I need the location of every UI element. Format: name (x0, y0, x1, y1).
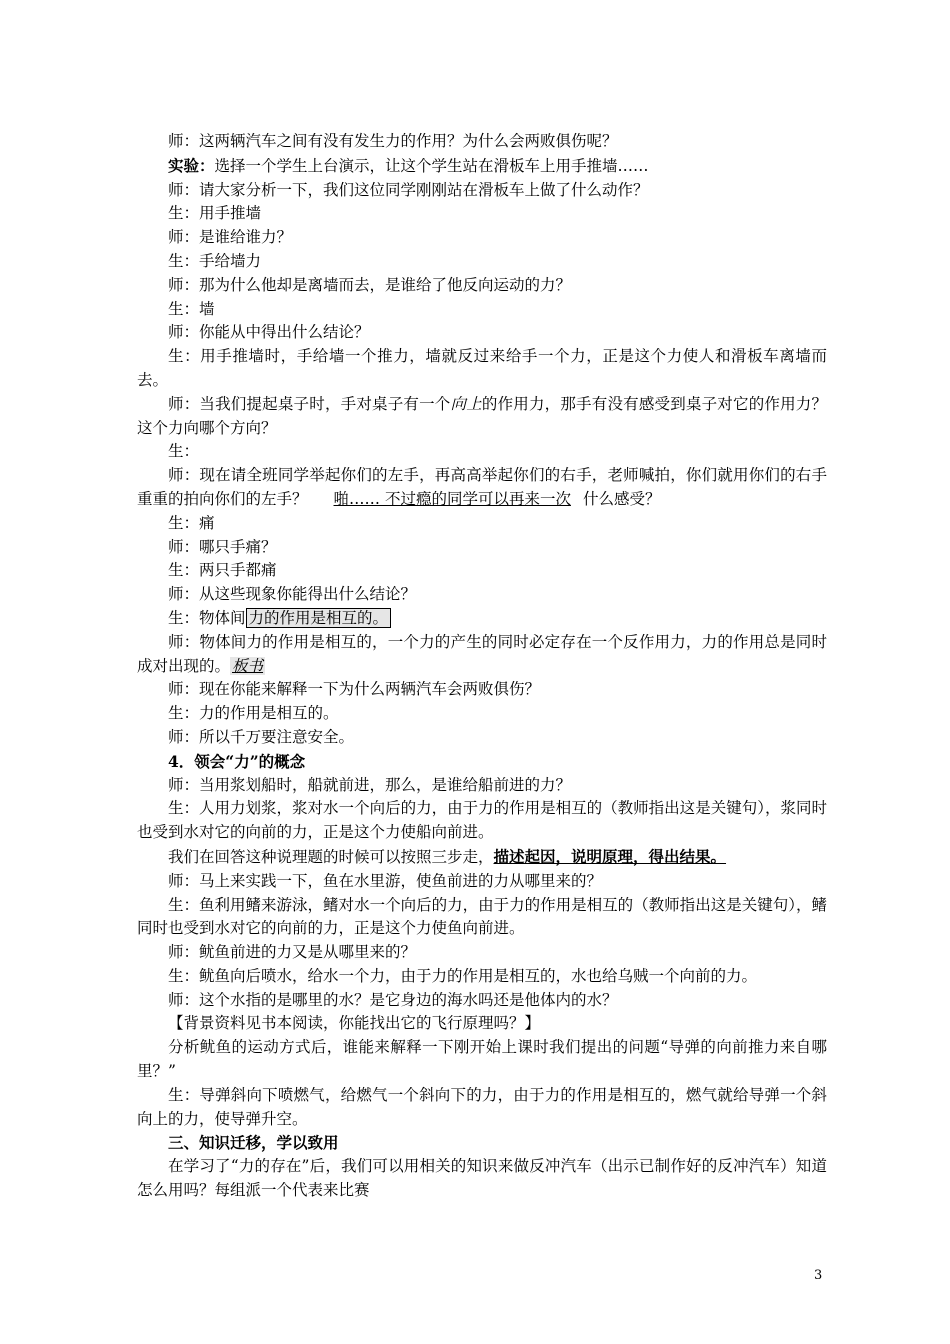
text-run: 生：物体间 (168, 608, 246, 627)
paragraph: 师：当用浆划船时，船就前进，那么，是谁给船前进的力？ (168, 775, 572, 794)
paragraph: 师：你能从中得出什么结论？ (168, 323, 370, 342)
paragraph: 生：两只手都痛 (168, 561, 277, 580)
paragraph: 师：所以千万要注意安全。 (168, 727, 355, 746)
paragraph: 师：马上来实践一下，鱼在水里游，使鱼前进的力从哪里来的？ (168, 871, 603, 890)
paragraph: 生：力的作用是相互的。 (168, 704, 339, 723)
boxed-conclusion: 力的作用是相互的。 (246, 608, 392, 628)
paragraph (137, 607, 827, 631)
underlined-text: 啪…… 不过瘾的同学可以再来一次 (333, 489, 571, 508)
key-steps: 描述起因，说明原理，得出结果。 (493, 846, 727, 866)
paragraph: 师：是谁给谁力？ (168, 228, 293, 247)
paragraph: 生：痛 (168, 513, 215, 532)
paragraph (137, 154, 827, 179)
paragraph: 生：手给墙力 (168, 251, 262, 270)
paragraph: 生：鱿鱼向后喷水，给水一个力，由于力的作用是相互的，水也给乌贼一个向前的力。 (168, 966, 758, 985)
paragraph: 师：哪只手痛？ (168, 537, 277, 556)
paragraph: 生：鱼利用鳍来游泳，鳍对水一个向后的力，由于力的作用是相互的（教师指出这是关键句），鳍同时也受到水对它的向前的力，正是这个力使鱼向前进。 (137, 895, 827, 938)
text-run: 的作用力，那手有没有感受到桌子对它的作用力？这个力向哪个方向？ (137, 394, 827, 437)
text-run: 我们在回答这种说理题的时候可以按照三步走， (168, 847, 494, 866)
paragraph: 分析鱿鱼的运动方式后，谁能来解释一下刚开始上课时我们提出的问题“导弹的向前推力来自哪里？” (137, 1038, 827, 1081)
paragraph: 在学习了“力的存在”后，我们可以用相关的知识来做反冲汽车（出示已制作好的反冲汽车）知道怎么用吗？每组派一个代表来比赛 (137, 1157, 827, 1200)
section-heading: 三、知识迁移，学以致用 (168, 1133, 339, 1153)
document-body (137, 130, 827, 1203)
paragraph: 生：墙 (168, 299, 215, 318)
experiment-text: 选择一个学生上台演示，让这个学生站在滑板车上用手推墙…… (214, 156, 649, 175)
page-number: 3 (814, 1268, 823, 1283)
paragraph: 师：鱿鱼前进的力又是从哪里来的？ (168, 943, 417, 962)
paragraph: 生：用手推墙时，手给墙一个推力，墙就反过来给手一个力，正是这个力使人和滑板车离墙而去。 (137, 347, 827, 389)
paragraph (137, 631, 827, 679)
paragraph: 师：这个水指的是哪里的水？是它身边的海水吗还是他体内的水？ (168, 990, 618, 1009)
paragraph: 生：人用力划浆，浆对水一个向后的力，由于力的作用是相互的（教师指出这是关键句），浆同时也受到水对它的向前的力，正是这个力使船向前进。 (137, 799, 827, 842)
paragraph: 【背景资料见书本阅读，你能找出它的飞行原理吗？】 (168, 1014, 541, 1033)
text-run: 什么感受？ (582, 489, 661, 508)
paragraph: 师：从这些现象你能得出什么结论？ (168, 585, 417, 604)
text-run: 师：当我们提起桌子时，手对桌子有一个 (168, 394, 451, 413)
paragraph (137, 464, 827, 512)
paragraph: 生：用手推墙 (168, 204, 262, 223)
paragraph: 师：那为什么他却是离墙而去，是谁给了他反向运动的力？ (168, 275, 572, 294)
section-heading: 4．领会“力”的概念 (168, 751, 306, 771)
paragraph: 生：导弹斜向下喷燃气，给燃气一个斜向下的力，由于力的作用是相互的，燃气就给导弹一个斜向上的力，使导弹升空。 (137, 1085, 827, 1128)
paragraph: 师：请大家分析一下，我们这位同学刚刚站在滑板车上做了什么动作？ (168, 180, 649, 199)
text-run: 师：现在请全班同学举起你们的左手，再高高举起你们的右手，老师喊拍，你们就用你们的右手重重的拍向你们的左手？ (137, 466, 827, 508)
text-run: 师：物体间力的作用是相互的，一个力的产生的同时必定存在一个反作用力，力的作用总是同时成对出现的。 (137, 632, 827, 675)
paragraph: 师：现在你能来解释一下为什么两辆汽车会两败俱伤？ (168, 680, 541, 699)
experiment-label: 实验： (168, 155, 215, 175)
paragraph (137, 845, 827, 870)
emphasis-text: 向上 (450, 394, 482, 413)
paragraph: 生： (168, 442, 200, 461)
paragraph: 师：这两辆汽车之间有没有发生力的作用？为什么会两败俱伤呢？ (168, 132, 618, 150)
paragraph (137, 393, 827, 441)
blackboard-note: 板书 (232, 656, 264, 675)
